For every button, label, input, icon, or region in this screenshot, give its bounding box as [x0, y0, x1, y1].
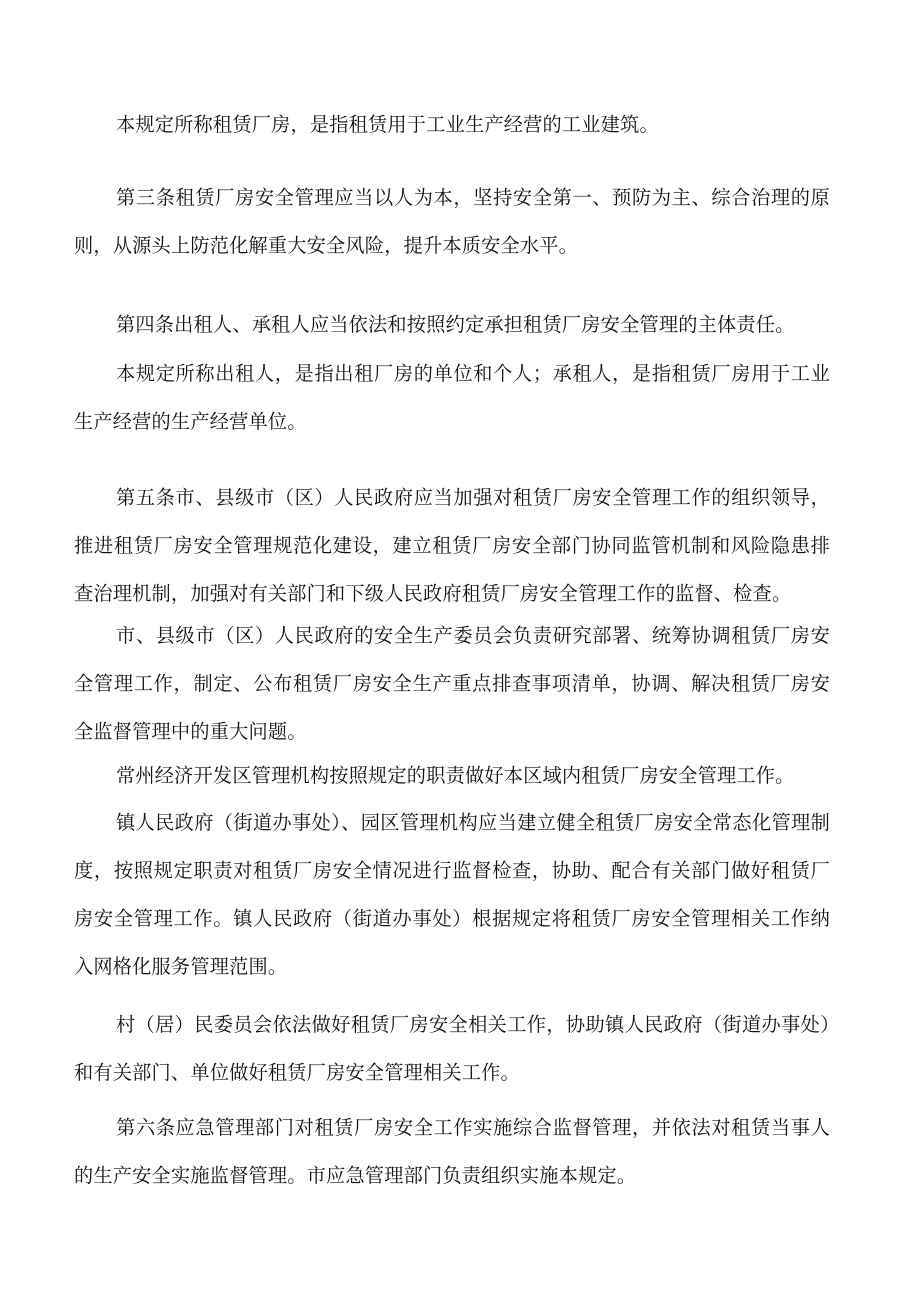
paragraph-lessor-lessee-definition: 本规定所称出租人，是指出租厂房的单位和个人；承租人，是指租赁厂房用于工业生产经营的生产经营单位。: [74, 362, 830, 433]
paragraph-township-government: 镇人民政府（街道办事处）、园区管理机构应当建立健全租赁厂房安全常态化管理制度，按照规定职责对租赁厂房安全情况进行监督检查，协助、配合有关部门做好租赁厂房安全管理工作。镇人民政府（街道办事处）根据规定将租赁厂房安全管理相关工作纳入网格化服务管理范围。: [74, 811, 830, 978]
paragraph-article-6: 第六条应急管理部门对租赁厂房安全工作实施综合监督管理，并依法对租赁当事人的生产安全实施监督管理。市应急管理部门负责组织实施本规定。: [74, 1116, 830, 1187]
paragraph-article-5: 第五条市、县级市（区）人民政府应当加强对租赁厂房安全管理工作的组织领导，推进租赁厂房安全管理规范化建设，建立租赁厂房安全部门协同监管机制和风险隐患排查治理机制，加强对有关部门和下级人民政府租赁厂房安全管理工作的监督、检查。: [74, 486, 830, 605]
paragraph-article-3: 第三条租赁厂房安全管理应当以人为本，坚持安全第一、预防为主、综合治理的原则，从源头上防范化解重大安全风险，提升本质安全水平。: [74, 186, 830, 257]
paragraph-safety-committee: 市、县级市（区）人民政府的安全生产委员会负责研究部署、统筹协调租赁厂房安全管理工作，制定、公布租赁厂房安全生产重点排查事项清单，协调、解决租赁厂房安全监督管理中的重大问题。: [74, 624, 830, 743]
paragraph-article-4: 第四条出租人、承租人应当依法和按照约定承担租赁厂房安全管理的主体责任。: [116, 313, 795, 336]
paragraph-development-zone: 常州经济开发区管理机构按照规定的职责做好本区域内租赁厂房安全管理工作。: [116, 764, 795, 787]
paragraph-village-committee: 村（居）民委员会依法做好租赁厂房安全相关工作，协助镇人民政府（街道办事处）和有关部门、单位做好租赁厂房安全管理相关工作。: [74, 1013, 830, 1084]
paragraph-definition-rented-factory: 本规定所称租赁厂房，是指租赁用于工业生产经营的工业建筑。: [116, 113, 659, 136]
